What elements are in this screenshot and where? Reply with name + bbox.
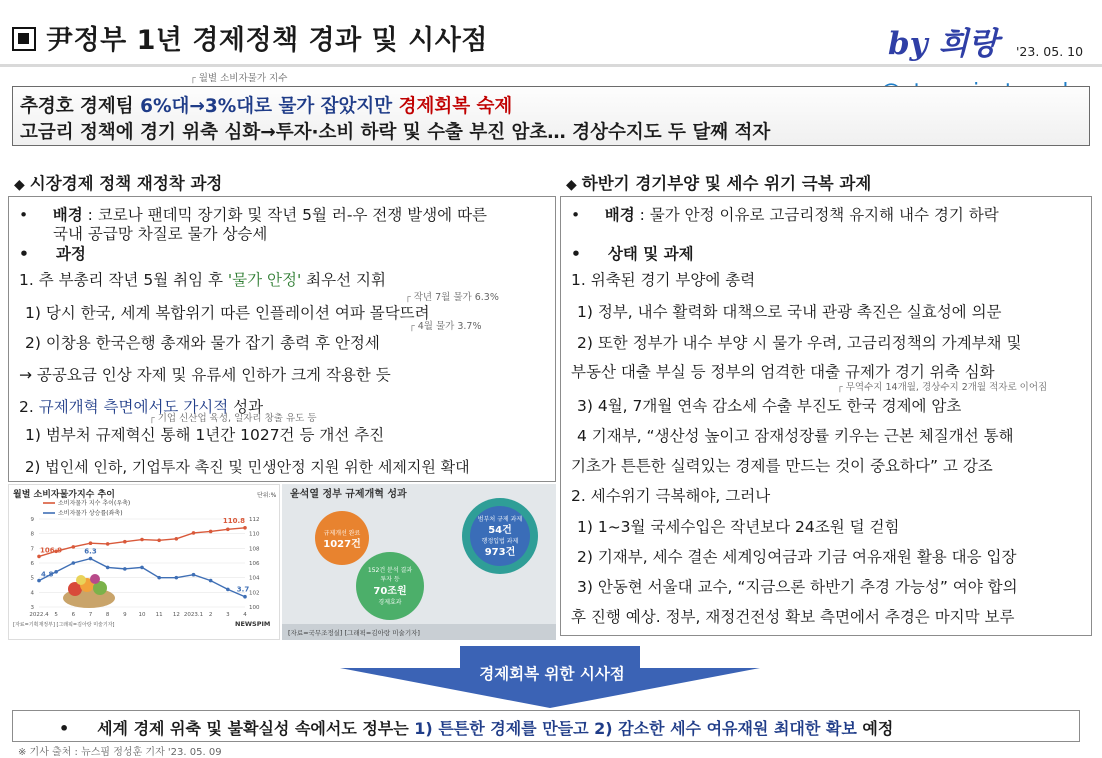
- bullet-label: 상태 및 과제: [607, 245, 694, 263]
- summary-line-1: [20, 92, 512, 118]
- newspim-logo: NEWSPIM: [235, 620, 271, 628]
- y-right-tick-label: 112: [249, 517, 260, 523]
- left-content-box: [8, 196, 556, 482]
- circle-effect-unit: 경제효과: [378, 599, 402, 606]
- left-section-heading: [14, 170, 222, 194]
- index-point: [175, 537, 179, 541]
- left-arrow-line: → 공공요금 인상 자제 및 유류세 인하가 크게 작용한 듯: [19, 366, 391, 384]
- index-point: [89, 541, 93, 545]
- left-bullet-1-cont: 국내 공급망 차질로 물가 상승세: [53, 225, 268, 243]
- y-left-tick-label: 9: [30, 517, 34, 523]
- index-point: [192, 531, 196, 535]
- index-point: [243, 526, 247, 530]
- diamond-icon: ◆: [566, 177, 577, 193]
- right-item-1-3: 3) 4월, 7개월 연속 감소세 수출 부진도 한국 경제에 암초: [577, 397, 962, 415]
- right-content-box: [560, 196, 1092, 636]
- conclusion-bullet: •: [59, 719, 70, 738]
- index-series-line: [39, 528, 245, 557]
- legend-index: 소비자물가 지수 추이(우축): [58, 500, 131, 507]
- header-divider: [0, 64, 1102, 67]
- right-item-2-2: 2) 기재부, 세수 결손 세계잉여금과 기금 여유재원 활용 대응 입장: [577, 548, 1017, 566]
- bullet-text: : 코로나 팬데믹 장기화 및 작년 5월 러-우 전쟁 발생에 따른: [82, 206, 488, 224]
- rate-point: [226, 588, 230, 592]
- data-label-first-rate: 4.8: [41, 570, 54, 579]
- chart-source: [자료=기획재정부] [그래픽=김아랑 미술기자]: [13, 622, 115, 628]
- rate-point: [209, 579, 213, 583]
- left-heading-text: 시장경제 정책 재정착 과정: [29, 174, 223, 193]
- x-tick-label: 9: [123, 612, 127, 618]
- circle-effect-label: 152건 분석 결과: [367, 567, 413, 574]
- infographic-title: 윤석열 정부 규제개혁 성과: [290, 489, 407, 500]
- left-bullet-1: • 배경 : 코로나 팬데믹 장기화 및 작년 5월 러-우 전쟁 발생에 따른: [19, 206, 488, 224]
- index-point: [72, 545, 76, 549]
- right-bullet-2: • 상태 및 과제: [571, 245, 694, 263]
- left-item-1: [19, 268, 386, 290]
- conclusion-text: [59, 716, 893, 739]
- y-left-tick-label: 8: [30, 531, 34, 538]
- bullet-label: 과정: [55, 245, 86, 263]
- right-item-1-2-cont: 부동산 대출 부실 등 정부의 엄격한 대출 규제가 경기 위축 심화: [571, 363, 995, 381]
- circle-completed-label: 규제개선 완료: [323, 530, 361, 537]
- circle-completed-value: 1027건: [323, 539, 361, 550]
- y-left-tick-label: 4: [30, 590, 34, 597]
- data-label-first-index: 106.9: [40, 546, 63, 555]
- y-left-tick-label: 6: [30, 561, 34, 567]
- conclusion-text-a: 세계 경제 위축 및 불확실성 속에서도 정부는: [97, 719, 415, 738]
- right-item-1-4-cont: 기초가 튼튼한 실력있는 경제를 만드는 것이 중요하다” 고 강조: [571, 457, 993, 475]
- index-point: [209, 530, 213, 534]
- item-highlight: 규제개혁 측면에서도 가시적: [38, 398, 229, 416]
- rate-point: [89, 557, 93, 561]
- x-tick-label: 6: [71, 612, 76, 618]
- x-tick-label: 10: [138, 612, 146, 618]
- rate-point: [192, 573, 196, 577]
- conclusion-box: [12, 710, 1080, 742]
- y-left-tick-label: 5: [30, 575, 34, 582]
- annotation-april-cpi: ┌ 4월 물가 3.7%: [409, 318, 482, 332]
- index-point: [37, 555, 41, 559]
- annotation-regulation: ┌ 기업 신산업 육성, 일자리 창출 유도 등: [149, 410, 317, 424]
- right-item-1: 1. 위축된 경기 부양에 총력: [571, 271, 756, 289]
- right-item-1-4: 4 기재부, “생산성 높이고 잠재성장률 키우는 근본 체질개선 통해: [577, 427, 1014, 445]
- rate-point: [54, 570, 58, 574]
- x-tick-label: 2022.4: [29, 612, 49, 618]
- publish-date: '23. 05. 10: [1016, 44, 1084, 59]
- annotation-july-cpi: ┌ 작년 7월 물가 6.3%: [405, 289, 499, 303]
- right-item-2-3-cont: 후 진행 예상. 정부, 재정건전성 확보 측면에서 추경은 마지막 보루: [571, 608, 1015, 626]
- summary-highlight-red: 경제회복 숙제: [398, 96, 513, 117]
- bullet-label: 배경: [52, 206, 83, 224]
- right-bullet-1: • 배경 : 물가 안정 이유로 고금리정책 유지해 내수 경기 하락: [571, 206, 999, 224]
- summary-highlight: 6%대→3%대로 물가 잡았지만: [140, 96, 399, 117]
- diamond-icon: ◆: [14, 177, 25, 193]
- index-point: [106, 542, 110, 546]
- y-right-tick-label: 100: [249, 605, 260, 611]
- left-bullet-2: • 과정: [19, 245, 86, 263]
- rate-point: [123, 567, 127, 571]
- author-signature: by 희랑: [888, 26, 999, 62]
- circle-effect-value: 70조원: [373, 586, 407, 597]
- article-source: ※ 기사 출처 : 뉴스핌 정성훈 기자 '23. 05. 09: [18, 747, 222, 758]
- right-section-heading: [566, 170, 871, 194]
- x-tick-label: 4: [243, 612, 247, 618]
- item-text: 1. 추 부총리 작년 5월 취임 후: [19, 271, 228, 289]
- data-label-last-rate: 3.7: [236, 585, 250, 594]
- y-right-tick-label: 110: [249, 531, 260, 538]
- bullet-text: : 물가 안정 이유로 고금리정책 유지해 내수 경기 하락: [634, 206, 999, 224]
- rate-point: [140, 566, 144, 570]
- data-label-peak-rate: 6.3: [84, 547, 97, 556]
- index-point: [226, 527, 230, 531]
- summary-box: [12, 86, 1090, 146]
- chart-title: 월별 소비자물가지수 추이: [13, 490, 115, 500]
- legend-rate: 소비자물가 상승률(좌축): [58, 510, 123, 517]
- y-right-tick-label: 108: [249, 546, 260, 553]
- y-left-tick-label: 7: [30, 546, 34, 553]
- implications-label: 경제회복 위한 시사점: [479, 665, 625, 683]
- circle-effect-sub: 투자 등: [380, 576, 400, 583]
- left-item-2-2: 2) 법인세 인하, 기업투자 촉진 및 민생안정 지원 위한 세제지원 확대: [25, 458, 470, 476]
- right-item-1-2: 2) 또한 정부가 내수 부양 시 물가 우려, 고금리정책의 가계부채 및: [577, 334, 1022, 352]
- right-item-2: 2. 세수위기 극복해야, 그러나: [571, 487, 771, 505]
- circle-tasks-value: 54건: [488, 525, 512, 536]
- x-tick-label: 12: [172, 612, 180, 618]
- summary-line-2: 고금리 정책에 경기 위축 심화→투자·소비 하락 및 수출 부진 암초… 경상수지도 두 달째 적자: [20, 122, 771, 143]
- y-right-tick-label: 102: [249, 590, 260, 597]
- y-right-tick-label: 106: [249, 561, 260, 567]
- annotation-trade: ┌ 무역수지 14개월, 경상수지 2개월 적자로 이어짐: [837, 379, 1047, 393]
- conclusion-text-c: 예정: [856, 719, 894, 738]
- x-tick-label: 11: [155, 612, 163, 618]
- index-point: [140, 538, 144, 542]
- data-label-last-index: 110.8: [222, 516, 245, 525]
- cpi-chart-svg: [9, 485, 281, 641]
- circle-tasks-label: 범부처 규제 과제: [477, 516, 523, 523]
- square-bullet-icon: [12, 27, 36, 51]
- y-left-tick-label: 3: [30, 605, 34, 611]
- infographic-source: [자료=국무조정실] [그래픽=김아랑 미술기자]: [288, 629, 420, 637]
- rate-point: [106, 566, 110, 570]
- left-item-2-1: 1) 범부처 규제혁신 통해 1년간 1027건 등 개선 추진: [25, 426, 385, 444]
- page-title-text: 尹정부 1년 경제정책 경과 및 시사점: [46, 25, 488, 56]
- item-text: 최우선 지휘: [301, 271, 386, 289]
- circle-completed: [315, 511, 369, 565]
- right-item-2-1: 1) 1~3월 국세수입은 작년보다 24조원 덜 걷힘: [577, 518, 900, 536]
- bullet-label: 배경: [604, 206, 635, 224]
- conclusion-highlight: 1) 튼튼한 경제를 만들고 2) 감소한 세수 여유재원 최대한 확보: [414, 719, 857, 738]
- circle-legislation-label: 행정입법 과제: [481, 538, 519, 545]
- x-tick-label: 2023.1: [183, 612, 204, 618]
- left-item-1-2: 2) 이창용 한국은행 총재와 물가 잡기 총력 후 안정세: [25, 334, 380, 352]
- x-tick-label: 8: [105, 612, 110, 618]
- item-highlight: '물가 안정': [227, 271, 302, 289]
- left-item-1-1: 1) 당시 한국, 세계 복합위기 따른 인플레이션 여파 몰닥뜨려: [25, 304, 430, 322]
- regulation-infographic-svg: [282, 484, 556, 640]
- circle-legislation-value: 973건: [484, 547, 516, 558]
- x-tick-label: 5: [54, 612, 58, 618]
- right-item-2-3: 3) 안동현 서울대 교수, “지금으론 하반기 추경 가능성” 여야 합의: [577, 578, 1018, 596]
- annotation-cpi: ┌ 월별 소비자물가 지수: [190, 70, 287, 84]
- x-tick-label: 2: [208, 612, 213, 618]
- rate-point: [37, 579, 41, 583]
- x-tick-label: 3: [226, 612, 230, 618]
- index-point: [123, 540, 127, 544]
- rate-point: [157, 576, 161, 580]
- item-text: 성과: [228, 398, 264, 416]
- index-point: [157, 538, 161, 542]
- x-tick-label: 7: [88, 612, 93, 618]
- groceries-illustration: [63, 574, 115, 608]
- page-title: [12, 18, 488, 57]
- right-item-1-1: 1) 정부, 내수 활력화 대책으로 국내 관광 촉진은 실효성에 의문: [577, 303, 1002, 321]
- rate-point: [72, 561, 76, 565]
- y-right-tick-label: 104: [249, 575, 260, 582]
- regulation-infographic: [282, 484, 556, 640]
- rate-point: [175, 576, 179, 580]
- rate-point: [243, 595, 247, 599]
- right-heading-text: 하반기 경기부양 및 세수 위기 극복 과제: [581, 174, 872, 193]
- cpi-chart: [8, 484, 280, 640]
- summary-text: 추경호 경제팀: [20, 96, 141, 117]
- item-text: 2.: [19, 398, 39, 416]
- chart-unit: 단위:%: [257, 492, 277, 499]
